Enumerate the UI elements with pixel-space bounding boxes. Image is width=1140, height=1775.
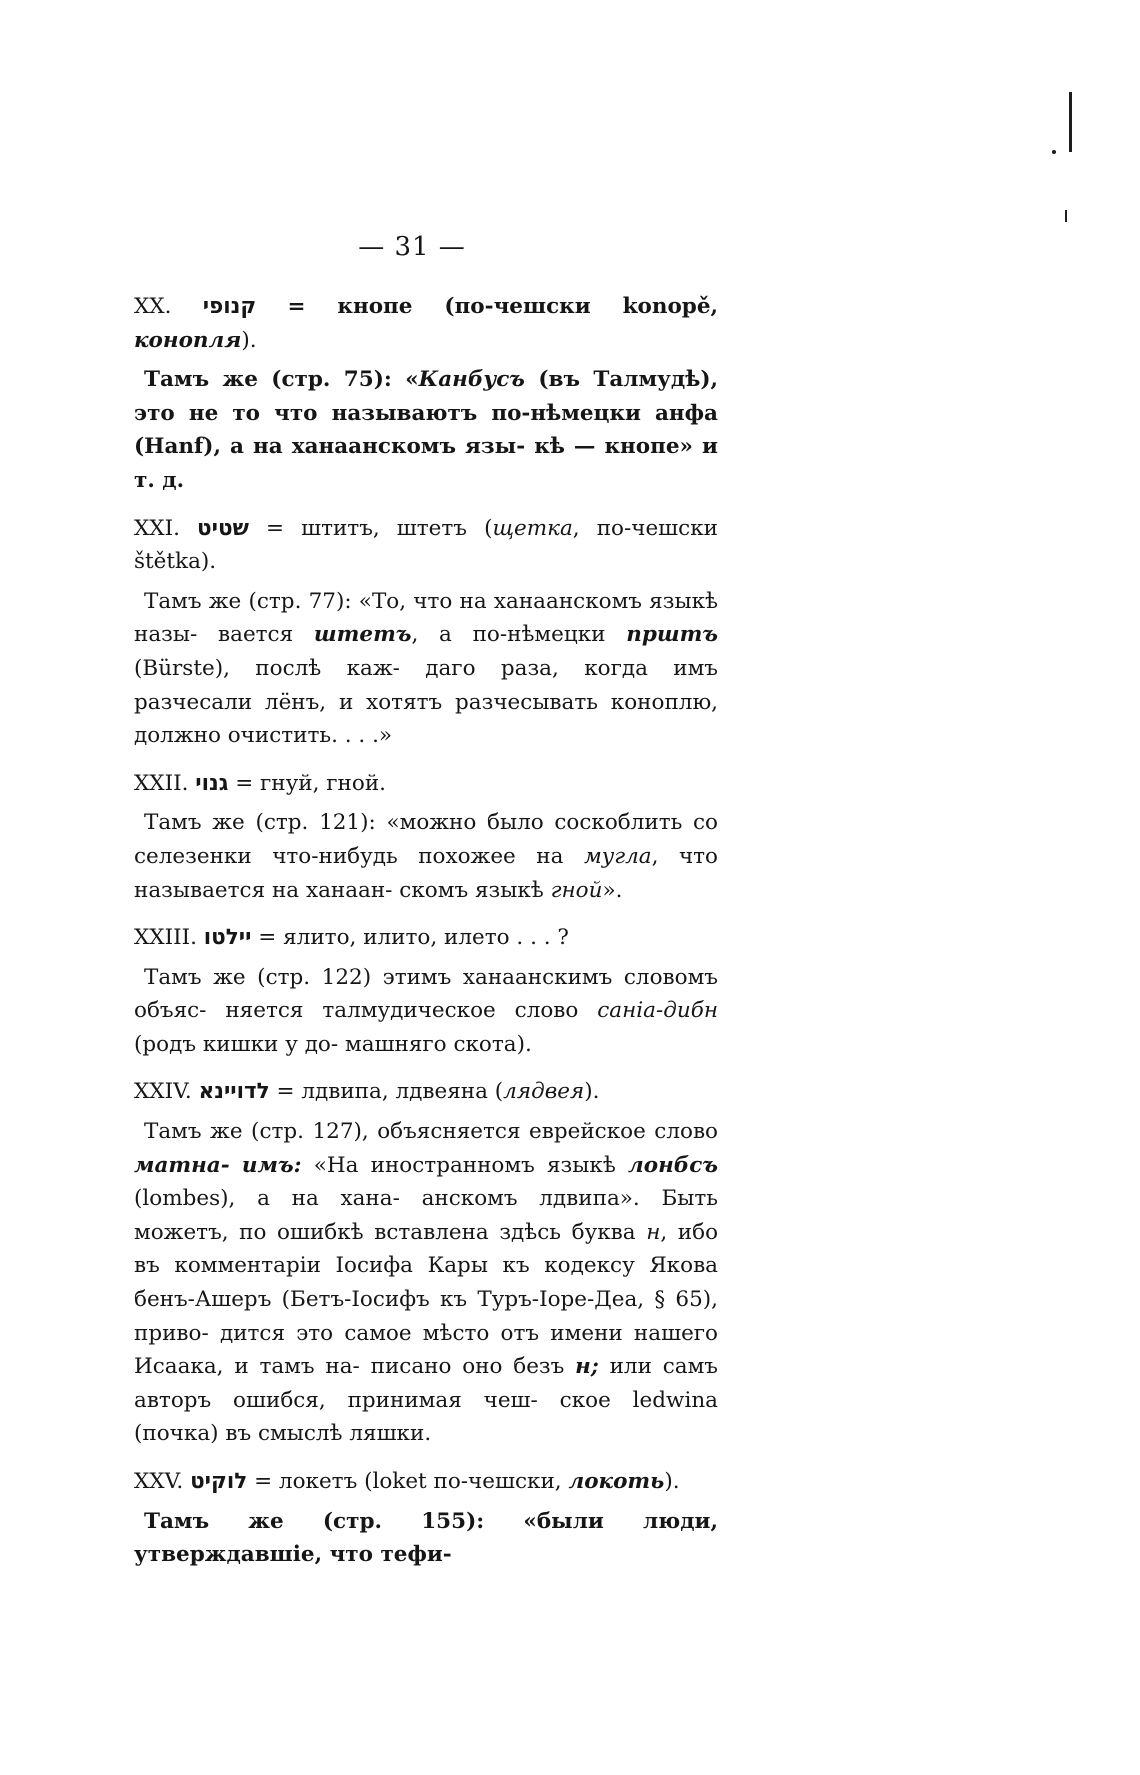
paragraph: Тамъ же (стр. 155): «были люди, утверждавшіе, что тефи-: [134, 1508, 718, 1568]
entry-heading: XXII. גנוי = гнуй, гной.: [134, 770, 386, 796]
paragraph: Тамъ же (стр. 122) этимъ ханаанскимъ словомъ объяс- няется талмудическое слово саніа-дибн (родъ кишки у до- машняго скота).: [134, 964, 718, 1057]
hebrew-word: קנופי: [202, 294, 257, 319]
entry-heading: XXI. שטיט = штитъ, штетъ (щетка, по-чешски štětka).: [134, 515, 718, 575]
entry-heading: XXV. לוקיט = локетъ (loket по-чешски, локоть).: [134, 1469, 680, 1494]
hebrew-word: יילטו: [203, 925, 252, 951]
entry-heading: XXIV. לדויינא = лдвипа, лдвеяна (лядвея).: [134, 1079, 600, 1105]
page-text: [134, 290, 718, 1572]
margin-mark: [1069, 92, 1072, 152]
page-number: — 31 —: [358, 232, 466, 262]
margin-mark: [1065, 210, 1067, 222]
paragraph: Тамъ же (стр. 77): «То, что на ханаанскомъ языкѣ назы- вается штетъ, а по-нѣмецки прштъ (Bürste), послѣ каж- даго раза, когда имъ разчесали лёнъ, и хотятъ разчесывать коноплю, должно очистить. . . .»: [134, 588, 719, 749]
entry-heading: XXIII. יילטו = ялито, илито, илето . . . ?: [134, 925, 569, 951]
hebrew-word: שטיט: [197, 515, 249, 541]
hebrew-word: לדויינא: [198, 1079, 270, 1105]
paragraph: Тамъ же (стр. 127), объясняется еврейское слово матна- имъ: «На иностранномъ языкѣ лонбсъ (lombes), а на хана- анскомъ лдвипа». Быть можетъ, по ошибкѣ вставлена здѣсь буква н, ибо въ комментаріи Іосифа Кары къ кодексу Якова бенъ-Ашеръ (Бетъ-Іосифъ къ Туръ-Іоре-Деа, § 65), приво- дится это самое мѣсто отъ имени нашего Исаака, и тамъ на- писано оно безъ н; или самъ авторъ ошибся, принимая чеш- ское ledwina (почка) въ смыслѣ ляшки.: [134, 1119, 719, 1447]
hebrew-word: גנוי: [195, 770, 229, 796]
paragraph: Тамъ же (стр. 75): «Канбусъ (въ Талмудѣ), это не то что называютъ по-нѣмецки анфа (Hanf), а на ханаанскомъ язы- кѣ — кнопе» и т. д.: [134, 367, 718, 493]
margin-mark: [1052, 150, 1056, 154]
entry-heading: XX. קנופי = кнопе (по-чешски konopě, конопля).: [134, 294, 718, 353]
paragraph: Тамъ же (стр. 121): «можно было соскоблить со селезенки что-нибудь похожее на мугла, что называется на ханаан- скомъ языкѣ гной».: [134, 810, 718, 903]
hebrew-word: לוקיט: [190, 1469, 248, 1494]
